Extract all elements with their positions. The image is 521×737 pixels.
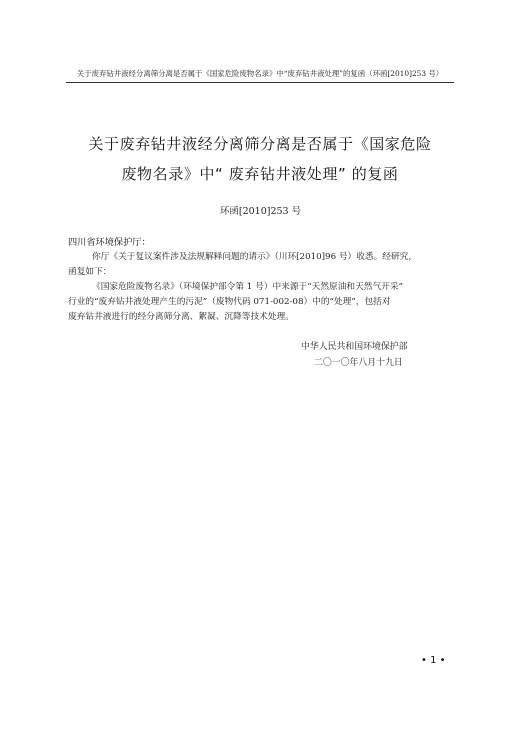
body-paragraph-2-line-3: 废弃钻井液进行的经分离筛分离、絮凝、沉降等技术处理。 <box>68 312 294 322</box>
document-number: 环函[2010]253 号 <box>219 206 302 217</box>
body-paragraph-2-line-1: 《国家危险废物名录》（环境保护部令第 1 号）中来源于“天然原油和天然气开采” <box>92 282 403 292</box>
signature-date: 二〇一〇年八月十九日 <box>314 358 403 368</box>
body-paragraph-1-line-2: 函复如下： <box>68 267 112 277</box>
signature-organization: 中华人民共和国环境保护部 <box>301 342 408 352</box>
addressee: 四川省环境保护厅： <box>68 237 151 248</box>
header-rule <box>66 82 454 83</box>
document-title-line-1: 关于废弃钻井液经分离筛分离是否属于《国家危险 <box>88 135 432 153</box>
body-paragraph-2-line-2: 行业的“废弃钻井液处理产生的污泥”（废物代码 071-002-08）中的“处理”，包括对 <box>68 297 391 307</box>
document-title-line-2: 废物名录》中“ 废弃钻井液处理” 的复函 <box>121 165 399 183</box>
body-paragraph-1-line-1: 你厅《关于复议案件涉及法规解释问题的请示》（川环[2010]96 号）收悉。经研究， <box>92 252 418 262</box>
running-header: 关于废弃钻井液经分离筛分离是否属于《国家危险废物名录》中“废弃钻井液处理”的复函（环函[2010]253 号） <box>76 69 444 78</box>
page-number: • 1 • <box>421 655 446 666</box>
